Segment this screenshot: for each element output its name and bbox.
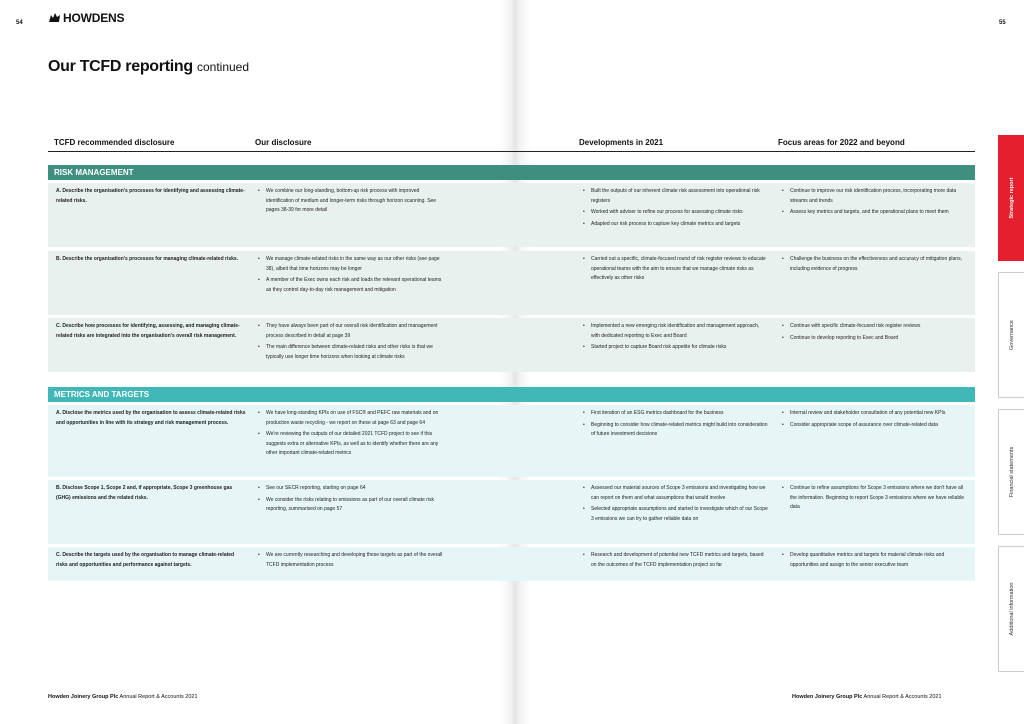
col-header-disclosure: Our disclosure xyxy=(255,138,312,147)
list-item: • Develop quantitative metrics and targets for material climate risks and opportunities and assign to the senior executive team xyxy=(780,551,965,570)
table-row xyxy=(48,183,975,247)
our-disclosure-list xyxy=(256,322,446,364)
list-item: • We're reviewing the outputs of our detailed 2021 TCFD project to see if this suggests extra or alternative KPIs, as well as to identify whether there are any other important climate-related metrics xyxy=(256,430,446,459)
tcfd-question: B. Disclose Scope 1, Scope 2 and, if appropriate, Scope 3 greenhouse gas (GHG) emissions and the related risks. xyxy=(56,485,233,501)
footer-company: Howden Joinery Group Plc xyxy=(792,694,863,700)
our-disclosure-list xyxy=(256,484,446,517)
table-row xyxy=(48,547,975,581)
table-row xyxy=(48,251,975,315)
list-item: • We have long-standing KPIs on use of FSC® and PEFC raw materials and on production waste recycling - we report on these at page 63 and page 64 xyxy=(256,409,446,428)
list-item: • They have always been part of our overall risk identification and management process described in detail at page 39 xyxy=(256,322,446,341)
tab-label: Governance xyxy=(1008,320,1015,350)
list-item: • Started project to capture Board risk appetite for climate risks xyxy=(581,343,769,353)
developments-list xyxy=(581,322,769,355)
table-row xyxy=(48,318,975,372)
tcfd-question: B. Describe the organisation's processes for managing climate-related risks. xyxy=(56,256,239,262)
focus-list xyxy=(780,551,965,572)
our-disclosure-list xyxy=(256,187,446,218)
list-item: • Worked with adviser to refine our process for assessing climate risks xyxy=(581,208,769,218)
list-item: • Assess key metrics and targets, and the operational plans to meet them xyxy=(780,208,965,218)
developments-list xyxy=(581,551,769,572)
list-item: • Continue to improve our risk identification process, incorporating more data streams and trends xyxy=(780,187,965,206)
footer-report: Annual Report & Accounts 2021 xyxy=(863,694,942,700)
section-risk-management: RISK MANAGEMENT xyxy=(48,165,975,180)
list-item: • Built the outputs of our inherent climate risk assessment into operational risk registers xyxy=(581,187,769,206)
list-item: • Adapted our risk process to capture key climate metrics and targets xyxy=(581,220,769,230)
tcfd-question: A. Describe the organisation's processes for identifying and assessing climate-related risks. xyxy=(56,188,245,204)
list-item: • Consider appropriate scope of assurance over climate-related data xyxy=(780,421,965,431)
tab-financial-statements[interactable] xyxy=(998,409,1024,535)
developments-list xyxy=(581,484,769,526)
list-item: • Beginning to consider how climate-related metrics might build into consideration of future investment decisions xyxy=(581,421,769,440)
list-item: • Continue to refine assumptions for Scope 3 emissions where we don't have all the information. Beginning to report Scope 3 emissions where we have reliable data xyxy=(780,484,965,513)
tcfd-question: C. Describe the targets used by the organisation to manage climate-related risks and opportunities and performance against targets. xyxy=(56,552,235,568)
focus-list xyxy=(780,409,965,432)
list-item: • Selected appropriate assumptions and started to investigate which of our Scope 3 emissions we can try to gather reliable data on xyxy=(581,505,769,524)
howdens-logo xyxy=(48,11,124,25)
list-item: • First iteration of an ESG metrics dashboard for the business xyxy=(581,409,769,419)
list-item: • Assessed our material sources of Scope 3 emissions and investigating how we can report on them and what assumptions that would involve xyxy=(581,484,769,503)
footer-left xyxy=(48,694,198,700)
tcfd-question: A. Disclose the metrics used by the organisation to assess climate-related risks and opportunities in line with its strategy and risk management process. xyxy=(56,410,246,426)
title-continued: continued xyxy=(196,60,250,74)
list-item: • See our SECR reporting, starting on page 64 xyxy=(256,484,446,494)
footer-report: Annual Report & Accounts 2021 xyxy=(119,694,198,700)
focus-list xyxy=(780,322,965,345)
table-row xyxy=(48,405,975,477)
focus-list xyxy=(780,187,965,220)
our-disclosure-list xyxy=(256,551,446,572)
list-item: • We manage climate-related risks in the same way as our other risks (see page 38), albeit that time horizons may be longer xyxy=(256,255,446,274)
page-number-left: 54 xyxy=(16,20,23,26)
developments-list xyxy=(581,409,769,442)
list-item: • We are currently researching and developing these targets as part of the overall TCFD implementation process xyxy=(256,551,446,570)
tab-additional-information[interactable] xyxy=(998,546,1024,672)
list-item: • We consider the risks relating to emissions as part of our overall climate risk reporting, summarised on page 57 xyxy=(256,496,446,515)
list-item: • Carried out a specific, climate-focused round of risk register reviews to educate operational teams with the aim to ensure that we manage climate risks as effectively as other risks xyxy=(581,255,769,284)
brand-name: HOWDENS xyxy=(63,11,125,25)
list-item: • Research and development of potential new TCFD metrics and targets, based on the outcomes of the TCFD implementation project so far xyxy=(581,551,769,570)
tab-strategic-report[interactable] xyxy=(998,135,1024,261)
section-metrics-targets: METRICS AND TARGETS xyxy=(48,387,975,402)
list-item: • A member of the Exec owns each risk and loads the relevant operational teams as they control day-to-day risk management and mitigation xyxy=(256,276,446,295)
developments-list xyxy=(581,255,769,286)
col-header-focus: Focus areas for 2022 and beyond xyxy=(778,138,905,147)
rooster-icon xyxy=(48,12,62,24)
our-disclosure-list xyxy=(256,409,446,461)
page-title xyxy=(48,58,249,76)
focus-list xyxy=(780,484,965,515)
list-item: • The main difference between climate-related risks and other risks is that we typically use longer time horizons when looking at climate risks xyxy=(256,343,446,362)
page-number-right: 55 xyxy=(999,20,1006,26)
tab-label: Financial statements xyxy=(1008,446,1015,498)
developments-list xyxy=(581,187,769,231)
focus-list xyxy=(780,255,965,276)
col-header-tcfd: TCFD recommended disclosure xyxy=(54,138,175,147)
our-disclosure-list xyxy=(256,255,446,297)
col-header-developments: Developments in 2021 xyxy=(579,138,664,147)
title-main: Our TCFD reporting xyxy=(48,58,193,75)
section-tabs xyxy=(998,0,1024,724)
header-divider xyxy=(48,151,975,152)
tab-label: Strategic report xyxy=(1008,177,1015,219)
tcfd-question: C. Describe how processes for identifying, assessing, and managing climate-related risks are integrated into the organisation's overall risk management. xyxy=(56,323,240,339)
footer-right xyxy=(792,694,942,700)
list-item: • Implemented a new emerging risk identification and management approach, with dedicated reporting to Exec and Board xyxy=(581,322,769,341)
list-item: • Continue with specific climate-focused risk register reviews xyxy=(780,322,965,332)
tab-label: Additional information xyxy=(1008,582,1015,636)
list-item: • Continue to develop reporting to Exec and Board xyxy=(780,334,965,344)
list-item: • Challenge the business on the effectiveness and accuracy of mitigation plans, including evidence of progress xyxy=(780,255,965,274)
footer-company: Howden Joinery Group Plc xyxy=(48,694,119,700)
tab-governance[interactable] xyxy=(998,272,1024,398)
table-row xyxy=(48,480,975,544)
list-item: • We combine our long-standing, bottom-up risk process with improved identification of medium and longer-term risks through horizon scanning. See pages 38-39 for more detail xyxy=(256,187,446,216)
list-item: • Internal review and stakeholder consultation of any potential new KPIs xyxy=(780,409,965,419)
